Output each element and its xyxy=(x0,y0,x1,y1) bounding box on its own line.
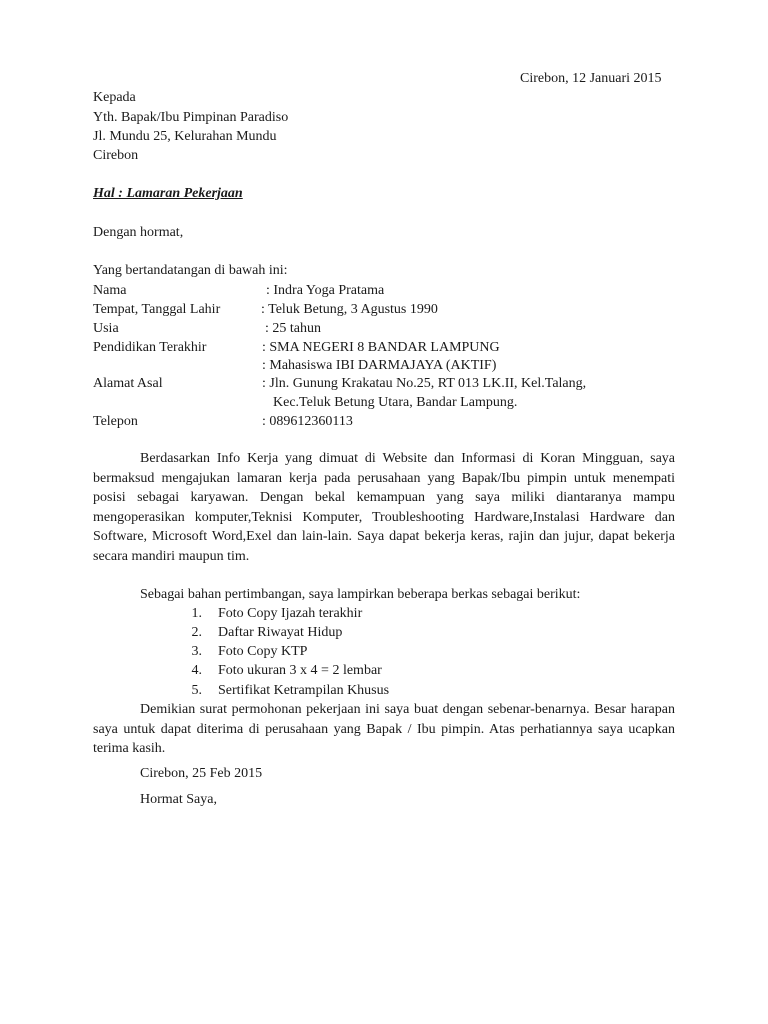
attachment-item: Daftar Riwayat Hidup xyxy=(218,625,343,640)
attachment-number: 5. xyxy=(191,683,202,698)
greeting: Dengan hormat, xyxy=(93,225,184,240)
attachments-intro: Sebagai bahan pertimbangan, saya lampirkan beberapa berkas sebagai berikut: xyxy=(140,587,581,602)
birth-label: Tempat, Tanggal Lahir xyxy=(93,302,221,317)
age-label: Usia xyxy=(93,321,119,336)
sign-off: Hormat Saya, xyxy=(140,792,217,807)
sign-place-date: Cirebon, 25 Feb 2015 xyxy=(140,766,263,781)
education-label: Pendidikan Terakhir xyxy=(93,340,207,355)
attachment-item: Foto ukuran 3 x 4 = 2 lembar xyxy=(218,663,382,678)
recipient-city: Cirebon xyxy=(93,148,139,163)
attachment-item: Sertifikat Ketrampilan Khusus xyxy=(218,683,390,698)
intro-line: Yang bertandatangan di bawah ini: xyxy=(93,263,288,278)
attachment-item: Foto Copy KTP xyxy=(218,644,308,659)
subject-line: Hal : Lamaran Pekerjaan xyxy=(93,186,243,201)
age-value: : 25 tahun xyxy=(265,321,321,336)
attachment-number: 4. xyxy=(191,663,202,678)
phone-value: : 089612360113 xyxy=(262,414,353,429)
education-value-2: : Mahasiswa IBI DARMAJAYA (AKTIF) xyxy=(262,358,497,373)
attachment-item: Foto Copy Ijazah terakhir xyxy=(218,606,363,621)
closing-paragraph: Demikian surat permohonan pekerjaan ini saya buat dengan sebenar-benarnya. Besar harapan saya untuk dapat diterima di perusahaan yang Bapak / Ibu pimpin. Atas perhatiannya saya ucapkan terima kasih. xyxy=(93,702,675,756)
recipient-address: Jl. Mundu 25, Kelurahan Mundu xyxy=(93,129,277,144)
recipient-to: Kepada xyxy=(93,90,136,105)
attachment-number: 1. xyxy=(191,606,202,621)
recipient-name: Yth. Bapak/Ibu Pimpinan Paradiso xyxy=(93,110,289,125)
address-label: Alamat Asal xyxy=(93,376,163,391)
attachment-number: 3. xyxy=(191,644,202,659)
name-label: Nama xyxy=(93,283,127,298)
birth-value: : Teluk Betung, 3 Agustus 1990 xyxy=(261,302,438,317)
address-value-2: Kec.Teluk Betung Utara, Bandar Lampung. xyxy=(273,395,518,410)
name-value: : Indra Yoga Pratama xyxy=(266,283,385,298)
phone-label: Telepon xyxy=(93,414,138,429)
body-paragraph: Berdasarkan Info Kerja yang dimuat di Website dan Informasi di Koran Mingguan, saya bermaksud mengajukan lamaran kerja pada perusahaan yang Bapak/Ibu pimpin untuk menempati posisi sebagai karyawan. Dengan bekal kemampuan yang saya miliki diantaranya mampu mengoperasikan komputer,Teknisi Komputer, Troubleshooting Hardware,Instalasi Hardware dan Software, Microsoft Word,Exel dan lain-lain. Saya dapat bekerja keras, rajin dan jujur, dapat bekerja secara mandiri maupun tim. xyxy=(93,451,675,564)
attachment-number: 2. xyxy=(191,625,202,640)
education-value: : SMA NEGERI 8 BANDAR LAMPUNG xyxy=(262,340,500,355)
address-value: : Jln. Gunung Krakatau No.25, RT 013 LK.II, Kel.Talang, xyxy=(262,376,587,391)
place-date: Cirebon, 12 Januari 2015 xyxy=(520,71,662,86)
